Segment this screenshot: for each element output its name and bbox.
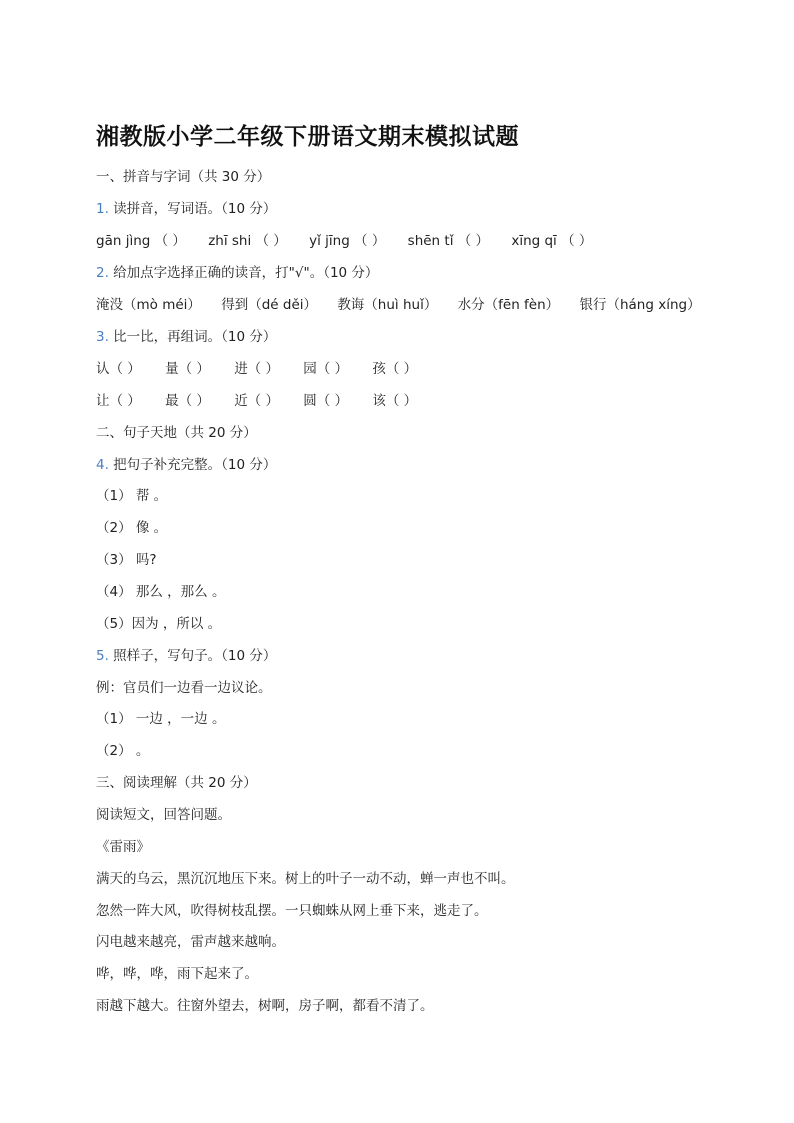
pronunciation-item: 教诲（huì huǐ） [337, 297, 438, 313]
page-title: 湘教版小学二年级下册语文期末模拟试题 [96, 124, 519, 150]
sentence-item: （3） 吗? [96, 552, 157, 568]
question-text: 照样子，写句子。（10 分） [108, 648, 277, 664]
compare-item: 孩（ ） [372, 361, 418, 377]
question-text: 给加点字选择正确的读音，打"√"。（10 分） [108, 265, 379, 281]
pinyin-item: shēn tǐ （ ） [407, 233, 490, 249]
passage-paragraph: 雨越下越大。往窗外望去，树啊，房子啊，都看不清了。 [96, 998, 434, 1014]
section-heading-pinyin: 一、拼音与字词（共 30 分） [96, 169, 271, 185]
compare-row-2 [96, 392, 417, 410]
compare-item: 园（ ） [303, 361, 349, 377]
question-2 [96, 264, 378, 282]
sentence-item: （2） 。 [96, 743, 150, 759]
question-number: 2. [96, 265, 109, 281]
question-text: 把句子补充完整。（10 分） [108, 457, 277, 473]
question-number: 3. [96, 329, 109, 345]
compare-item: 最（ ） [165, 393, 210, 409]
sentence-item: （5）因为 ，所以 。 [96, 616, 222, 632]
section-heading-sentences: 二、句子天地（共 20 分） [96, 425, 257, 441]
passage-paragraph: 闪电越来越亮，雷声越来越响。 [96, 934, 285, 950]
compare-item: 让（ ） [96, 393, 141, 409]
sentence-item: （2） 像 。 [96, 520, 168, 536]
pronunciation-item: 淹没（mò méi） [96, 297, 201, 313]
compare-row-1 [96, 360, 417, 378]
section-heading-reading: 三、阅读理解（共 20 分） [96, 775, 257, 791]
question-text: 比一比，再组词。（10 分） [108, 329, 277, 345]
pronunciation-item: 水分（fēn fèn） [457, 297, 560, 313]
compare-item: 量（ ） [165, 361, 210, 377]
sentence-item: （1） 帮 。 [96, 488, 168, 504]
question-4 [96, 456, 276, 474]
question-3 [96, 328, 276, 346]
pinyin-items-row [96, 232, 592, 250]
pronunciation-items-row [96, 296, 701, 314]
compare-item: 认（ ） [96, 361, 141, 377]
sentence-item: （4） 那么 ，那么 。 [96, 584, 226, 600]
question-number: 4. [96, 457, 109, 473]
pinyin-item: yǐ jīng （ ） [309, 233, 386, 249]
pinyin-item: xīng qī （ ） [511, 233, 593, 249]
question-5 [96, 647, 276, 665]
passage-paragraph: 忽然一阵大风，吹得树枝乱摆。一只蜘蛛从网上垂下来，逃走了。 [96, 903, 488, 919]
pronunciation-item: 得到（dé děi） [221, 297, 318, 313]
passage-paragraph: 满天的乌云，黑沉沉地压下来。树上的叶子一动不动，蝉一声也不叫。 [96, 871, 515, 887]
example-sentence: 例：官员们一边看一边议论。 [96, 680, 272, 696]
sentence-item: （1） 一边 ，一边 。 [96, 711, 226, 727]
question-1 [96, 200, 276, 218]
pronunciation-item: 银行（háng xíng） [579, 297, 701, 313]
question-number: 5. [96, 648, 109, 664]
passage-paragraph: 哗，哗，哗，雨下起来了。 [96, 966, 258, 982]
compare-item: 近（ ） [234, 393, 279, 409]
pinyin-item: zhī shi （ ） [208, 233, 287, 249]
compare-item: 圆（ ） [303, 393, 349, 409]
question-text: 读拼音，写词语。（10 分） [108, 201, 277, 217]
compare-item: 进（ ） [234, 361, 279, 377]
question-number: 1. [96, 201, 109, 217]
compare-item: 该（ ） [372, 393, 418, 409]
passage-title: 《雷雨》 [96, 839, 150, 855]
pinyin-item: gān jìng （ ） [96, 233, 186, 249]
reading-instruction: 阅读短文，回答问题。 [96, 807, 231, 823]
